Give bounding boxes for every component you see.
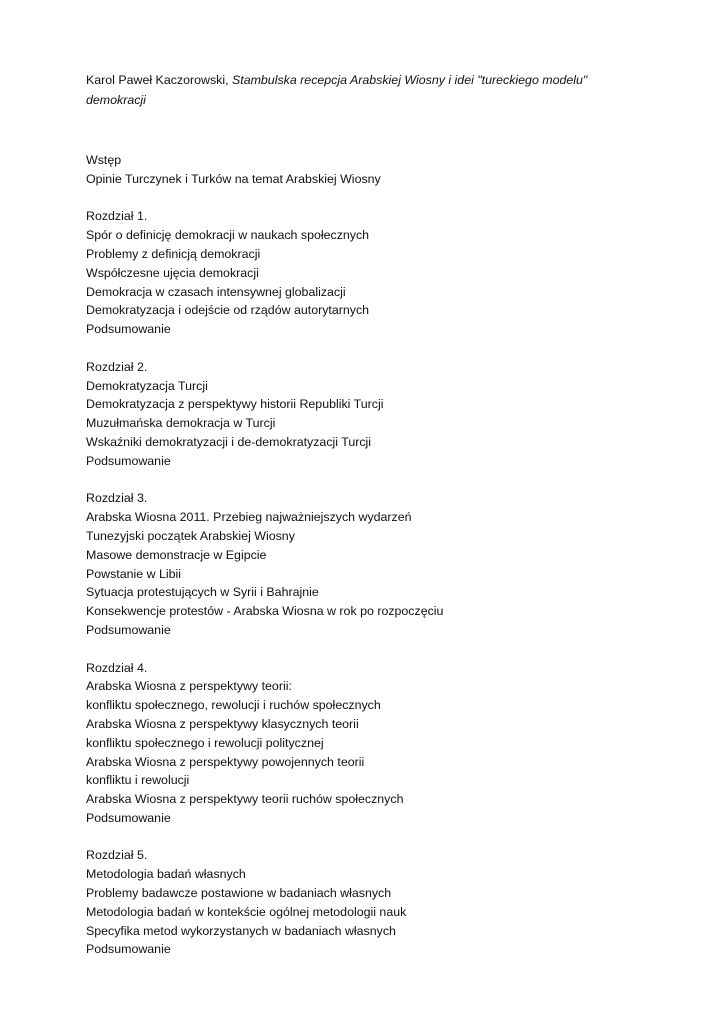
toc-item: Konsekwencje protestów - Arabska Wiosna w rok po rozpoczęciu: [86, 604, 444, 619]
toc-item: Spór o definicję demokracji w naukach społecznych: [86, 228, 370, 243]
toc-item: Masowe demonstracje w Egipcie: [86, 547, 267, 562]
toc-item: Arabska Wiosna z perspektywy teorii ruchów społecznych: [86, 792, 404, 807]
toc-item: Metodologia badań w kontekście ogólnej metodologii nauk: [86, 904, 407, 919]
chapter-heading: Rozdział 5.: [86, 848, 148, 863]
toc-item: Podsumowanie: [86, 453, 171, 468]
toc-item: Problemy badawcze postawione w badaniach własnych: [86, 886, 392, 901]
chapter-heading: Rozdział 3.: [86, 491, 148, 506]
toc-chapter-3: [86, 489, 686, 639]
toc-item: Podsumowanie: [86, 622, 171, 637]
header-line-1: [86, 70, 686, 90]
toc-chapter-5: [86, 846, 686, 959]
toc-item: Muzułmańska demokracja w Turcji: [86, 416, 276, 431]
toc-item: konfliktu społecznego, rewolucji i ruchów społecznych: [86, 698, 381, 713]
chapter-heading: Rozdział 2.: [86, 359, 148, 374]
toc-item: Metodologia badań własnych: [86, 867, 246, 882]
toc-item: Tunezyjski początek Arabskiej Wiosny: [86, 528, 295, 543]
spacer: [86, 471, 686, 490]
document-title-continued: demokracji: [86, 93, 146, 107]
spacer: [86, 828, 686, 847]
section-heading: Wstęp: [86, 153, 122, 167]
toc-item: Demokratyzacja i odejście od rządów autorytarnych: [86, 303, 370, 318]
toc-intro-section: [86, 151, 686, 189]
document-title: Stambulska recepcja Arabskiej Wiosny i idei "tureckiego modelu": [232, 73, 588, 87]
toc-item: Opinie Turczynek i Turków na temat Arabskiej Wiosny: [86, 171, 381, 186]
chapter-heading: Rozdział 4.: [86, 660, 148, 675]
toc-item: Powstanie w Libii: [86, 566, 182, 581]
spacer: [86, 189, 686, 208]
toc-chapter-2: [86, 358, 686, 471]
author-name: Karol Paweł Kaczorowski,: [86, 73, 232, 87]
toc-item: Demokratyzacja Turcji: [86, 378, 208, 393]
toc-item: konfliktu i rewolucji: [86, 773, 190, 788]
toc-item: Arabska Wiosna z perspektywy teorii:: [86, 679, 292, 694]
toc-item: Wskaźniki demokratyzacji i de-demokratyzacji Turcji: [86, 434, 372, 449]
chapter-heading: Rozdział 1.: [86, 209, 148, 224]
toc-item: Specyfika metod wykorzystanych w badaniach własnych: [86, 923, 396, 938]
toc-item: Problemy z definicją demokracji: [86, 246, 261, 261]
toc-item: Podsumowanie: [86, 322, 171, 337]
toc-item: Demokratyzacja z perspektywy historii Republiki Turcji: [86, 397, 384, 412]
toc-chapter-4: [86, 659, 686, 828]
toc-item: konfliktu społecznego i rewolucji politycznej: [86, 735, 324, 750]
document-page: [86, 70, 686, 959]
toc-item: Podsumowanie: [86, 942, 171, 957]
toc-item: Demokracja w czasach intensywnej globalizacji: [86, 284, 346, 299]
toc-item: Arabska Wiosna z perspektywy klasycznych teorii: [86, 716, 359, 731]
toc-item: Współczesne ujęcia demokracji: [86, 265, 259, 280]
spacer: [86, 110, 686, 151]
spacer: [86, 339, 686, 358]
toc-item: Arabska Wiosna 2011. Przebieg najważniejszych wydarzeń: [86, 510, 412, 525]
toc-item: Arabska Wiosna z perspektywy powojennych teorii: [86, 754, 365, 769]
spacer: [86, 640, 686, 659]
toc-item: Sytuacja protestujących w Syrii i Bahrajnie: [86, 585, 319, 600]
toc-item: Podsumowanie: [86, 810, 171, 825]
toc-chapter-1: [86, 207, 686, 339]
